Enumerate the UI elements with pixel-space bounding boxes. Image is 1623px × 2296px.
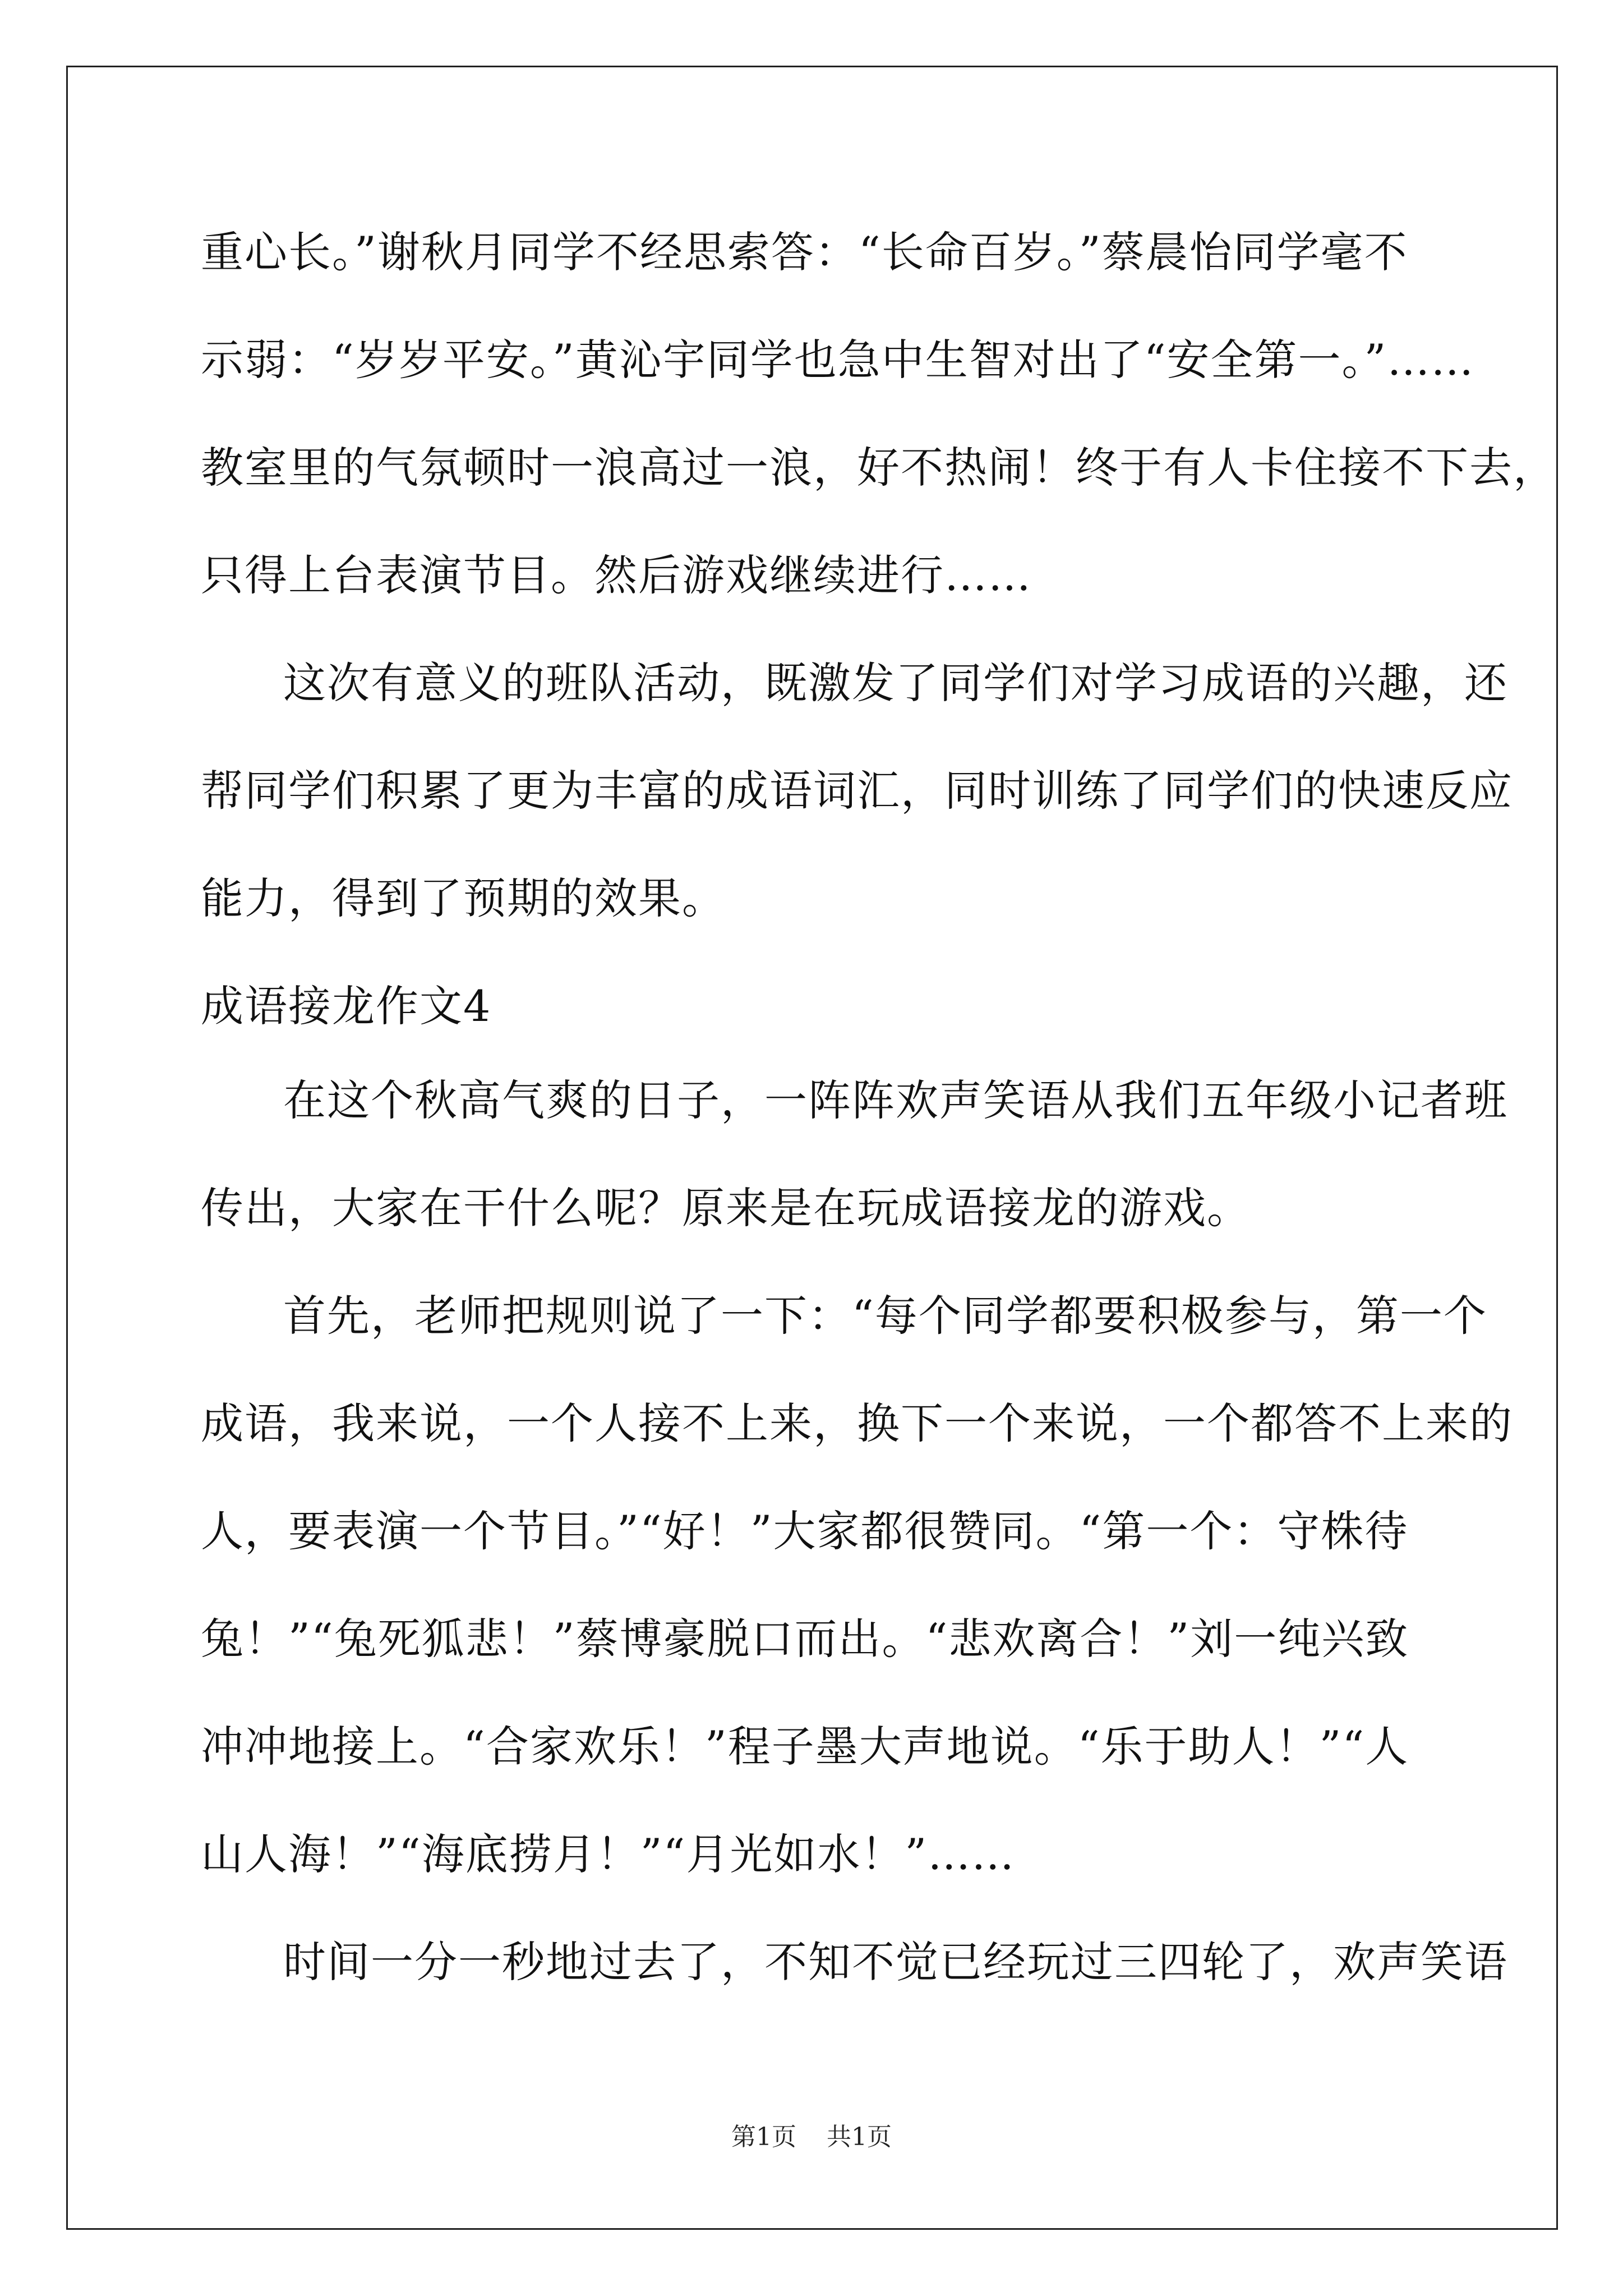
text-line: 这次有意义的班队活动，既激发了同学们对学习成语的兴趣，还 [283,658,1508,708]
page-total: 共1页 [827,2123,892,2151]
page-border [66,66,1558,2230]
section-heading: 成语接龙作文4 [201,981,492,1031]
page-footer [0,2120,1623,2154]
text-line: 帮同学们积累了更为丰富的成语词汇，同时训练了同学们的快速反应 [201,766,1513,816]
text-line: 示弱：“岁岁平安。”黄沁宇同学也急中生智对出了“安全第一。”…… [201,335,1475,385]
text-line: 在这个秋高气爽的日子，一阵阵欢声笑语从我们五年级小记者班 [283,1075,1508,1125]
page-number: 第1页 [731,2123,796,2151]
text-line: 首先，老师把规则说了一下：“每个同学都要积极参与，第一个 [283,1291,1487,1341]
text-line: 只得上台表演节目。然后游戏继续进行…… [201,550,1032,600]
text-line: 传出，大家在干什么呢？原来是在玩成语接龙的游戏。 [201,1183,1251,1233]
text-line: 成语，我来说，一个人接不上来，换下一个来说，一个都答不上来的 [201,1398,1513,1448]
text-line: 教室里的气氛顿时一浪高过一浪，好不热闹！终于有人卡住接不下去， [201,443,1557,493]
text-line: 时间一分一秒地过去了，不知不觉已经玩过三四轮了，欢声笑语 [283,1937,1508,1987]
text-line: 人，要表演一个节目。”“好！”大家都很赞同。“第一个：守株待 [201,1506,1409,1556]
text-line: 能力，得到了预期的效果。 [201,873,726,923]
text-line: 山人海！”“海底捞月！”“月光如水！”…… [201,1829,1016,1879]
text-line: 冲冲地接上。“合家欢乐！”程子墨大声地说。“乐于助人！”“人 [201,1722,1409,1772]
text-line: 重心长。”谢秋月同学不经思索答：“长命百岁。”蔡晨怡同学毫不 [201,227,1408,277]
text-line: 兔！”“兔死狐悲！”蔡博豪脱口而出。“悲欢离合！”刘一纯兴致 [201,1614,1409,1664]
